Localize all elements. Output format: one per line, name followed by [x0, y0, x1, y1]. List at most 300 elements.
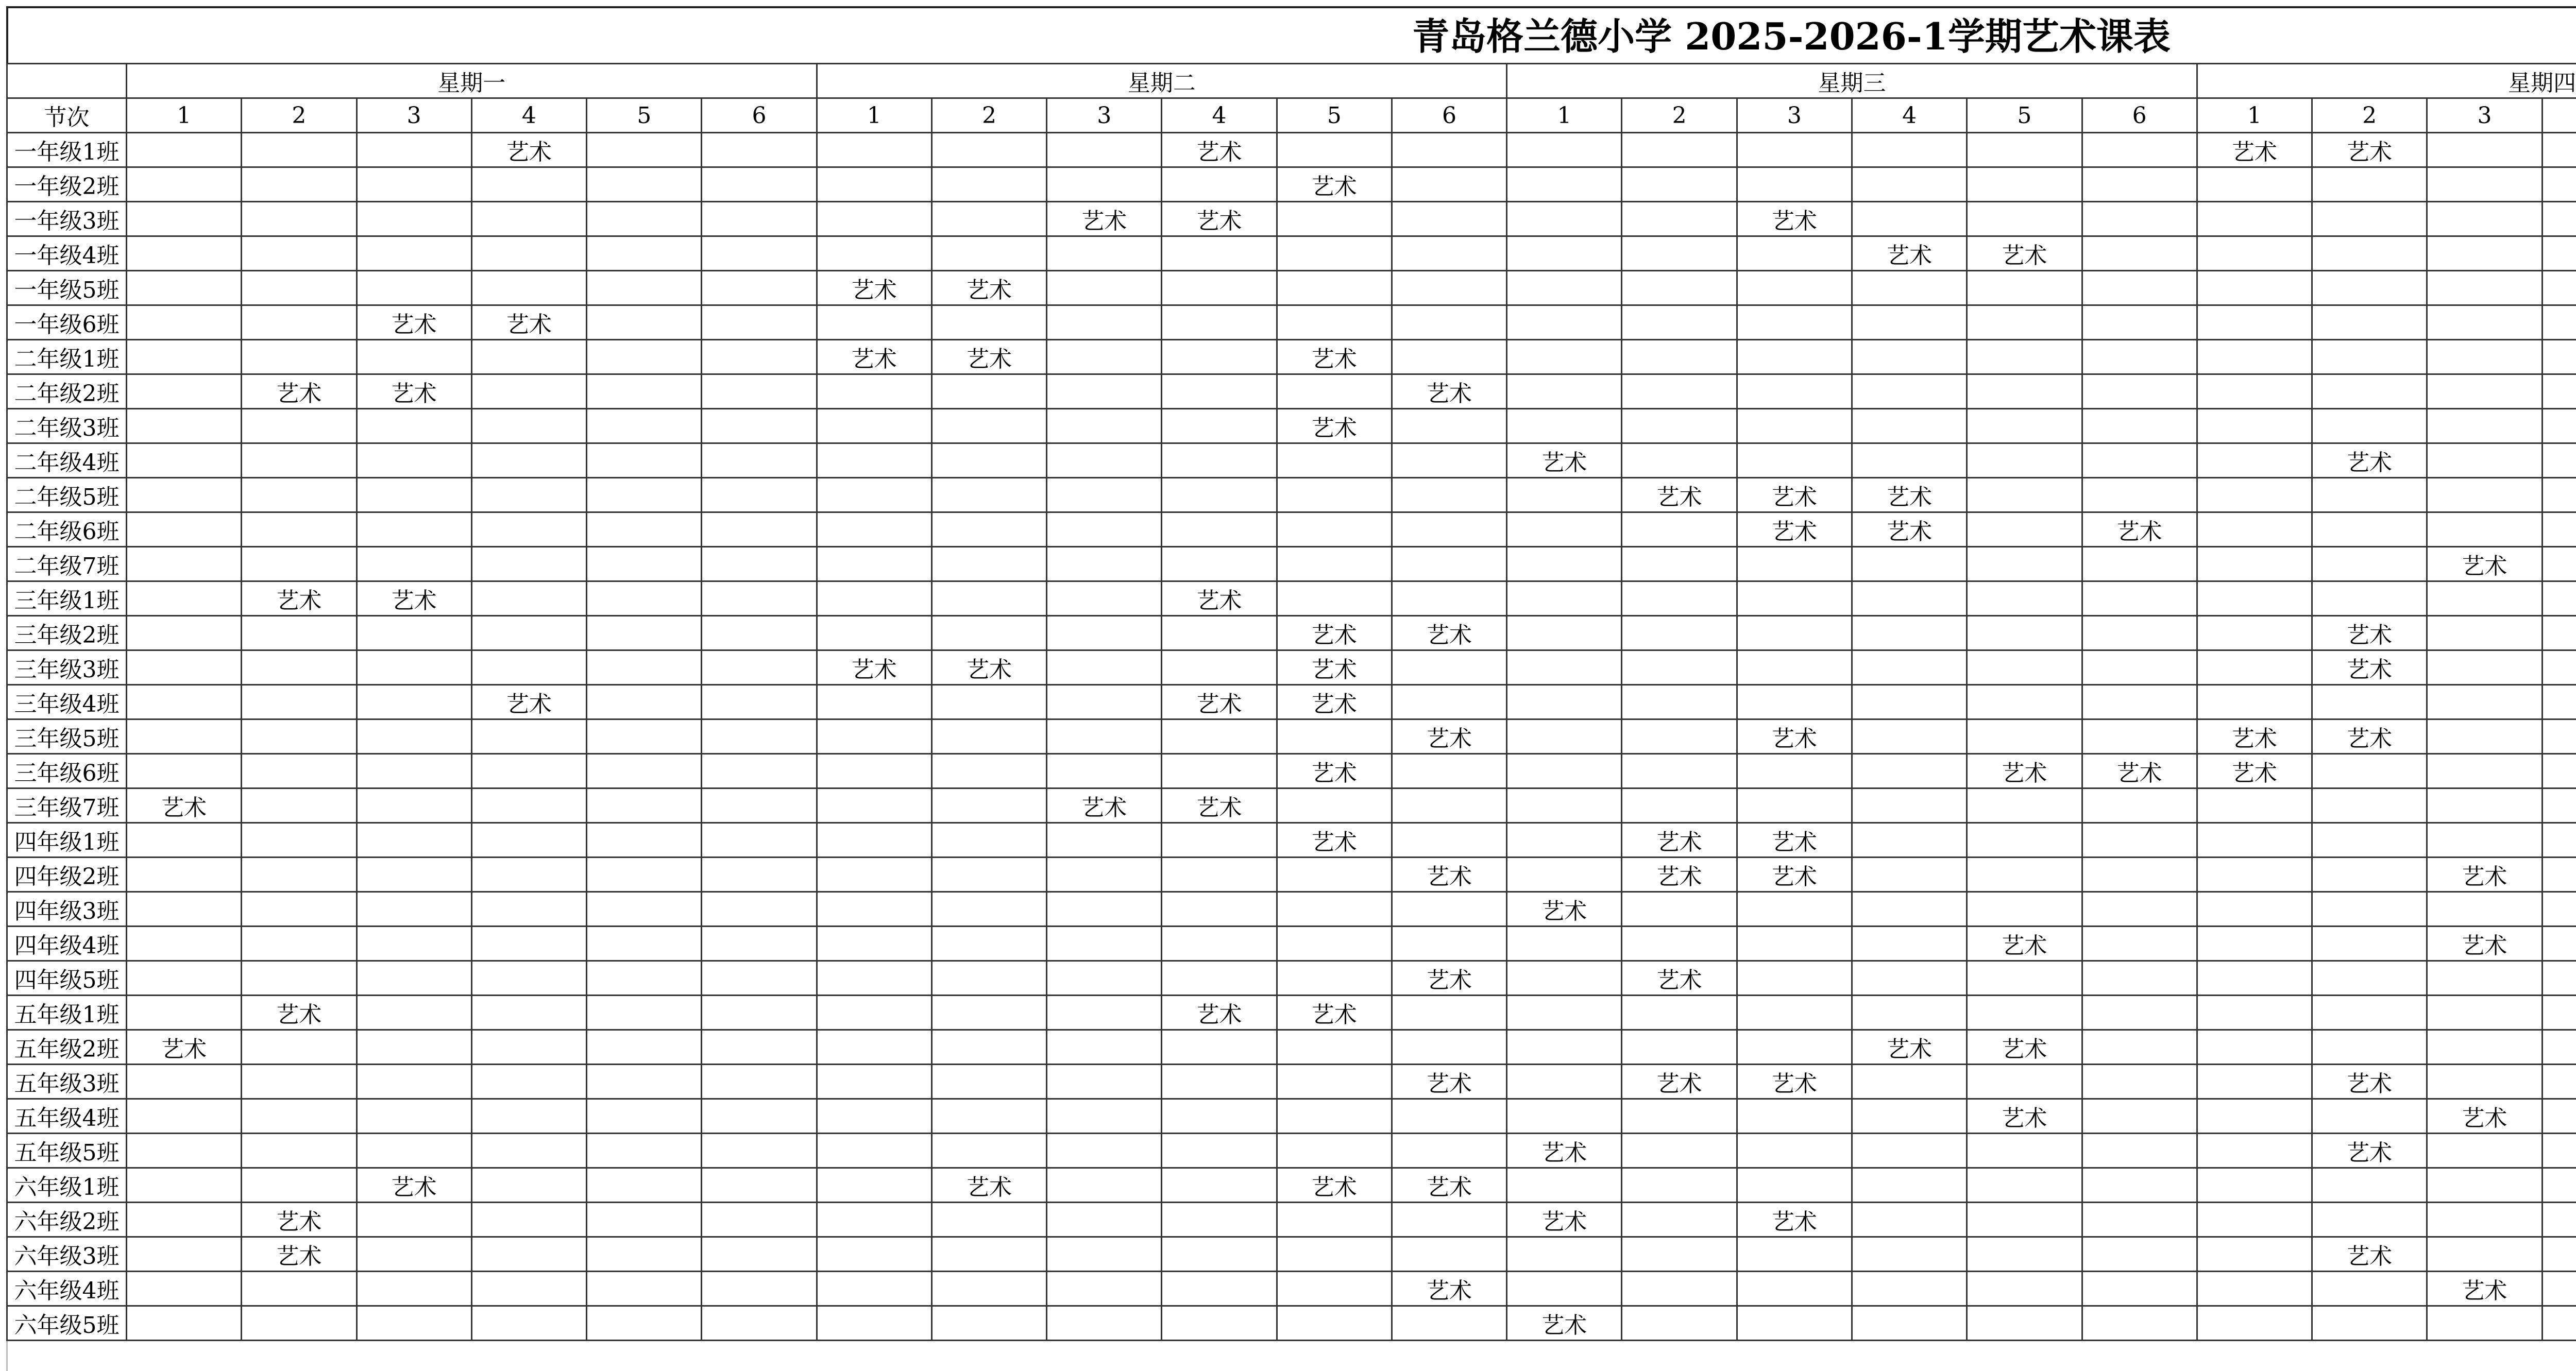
empty-slot-cell — [1047, 719, 1162, 754]
empty-slot-cell — [931, 927, 1046, 961]
empty-slot-cell — [2082, 616, 2197, 650]
art-lesson-cell: 艺术 — [1162, 202, 1277, 236]
class-name: 四年级3班 — [7, 892, 127, 927]
empty-slot-cell — [2542, 858, 2576, 892]
empty-slot-cell — [2312, 236, 2427, 271]
empty-slot-cell — [2082, 996, 2197, 1030]
empty-slot-cell — [931, 1306, 1046, 1341]
empty-slot-cell — [1047, 236, 1162, 271]
empty-slot-cell — [2197, 1203, 2312, 1237]
art-lesson-cell: 艺术 — [1392, 961, 1506, 996]
empty-slot-cell — [1967, 340, 2082, 374]
empty-slot-cell — [1852, 858, 1967, 892]
empty-slot-cell — [1967, 443, 2082, 478]
empty-slot-cell — [2312, 547, 2427, 581]
art-lesson-cell: 艺术 — [1967, 754, 2082, 789]
empty-slot-cell — [587, 616, 702, 650]
empty-slot-cell — [357, 340, 471, 374]
empty-slot-cell — [1507, 1030, 1622, 1065]
empty-slot-cell — [2082, 443, 2197, 478]
empty-slot-cell — [1277, 1134, 1392, 1168]
empty-slot-cell — [1622, 133, 1737, 167]
class-name: 四年级5班 — [7, 961, 127, 996]
class-name: 一年级4班 — [7, 236, 127, 271]
empty-slot-cell — [1852, 754, 1967, 789]
day-header-row — [7, 64, 2576, 98]
empty-slot-cell — [702, 443, 817, 478]
empty-slot-cell — [1277, 961, 1392, 996]
empty-slot-cell — [127, 996, 242, 1030]
table-row — [7, 1030, 2576, 1065]
empty-slot-cell — [1622, 374, 1737, 409]
empty-slot-cell — [1277, 512, 1392, 547]
empty-slot-cell — [1047, 754, 1162, 789]
empty-slot-cell — [931, 996, 1046, 1030]
empty-slot-cell — [1392, 685, 1506, 719]
empty-slot-cell — [1622, 1203, 1737, 1237]
empty-slot-cell — [702, 927, 817, 961]
empty-slot-cell — [2197, 340, 2312, 374]
class-name: 一年级1班 — [7, 133, 127, 167]
empty-slot-cell — [587, 719, 702, 754]
empty-slot-cell — [357, 858, 471, 892]
art-lesson-cell: 艺术 — [357, 1168, 471, 1203]
period-header: 1 — [127, 98, 242, 133]
empty-slot-cell — [2427, 616, 2542, 650]
empty-slot-cell — [1737, 1168, 1852, 1203]
empty-slot-cell — [1162, 305, 1277, 340]
empty-slot-cell — [471, 1168, 586, 1203]
empty-slot-cell — [357, 685, 471, 719]
empty-slot-cell — [1277, 892, 1392, 927]
empty-slot-cell — [702, 789, 817, 823]
empty-slot-cell — [1967, 512, 2082, 547]
art-lesson-cell: 艺术 — [242, 1203, 357, 1237]
empty-slot-cell — [1507, 927, 1622, 961]
art-lesson-cell: 艺术 — [1277, 340, 1392, 374]
empty-slot-cell — [2197, 547, 2312, 581]
class-name: 三年级3班 — [7, 650, 127, 685]
empty-slot-cell — [471, 1306, 586, 1341]
empty-slot-cell — [471, 1099, 586, 1134]
art-lesson-cell: 艺术 — [1737, 1065, 1852, 1099]
empty-slot-cell — [127, 305, 242, 340]
art-lesson-cell: 艺术 — [2312, 1237, 2427, 1272]
art-lesson-cell: 艺术 — [242, 581, 357, 616]
empty-slot-cell — [1967, 1168, 2082, 1203]
empty-slot-cell — [357, 961, 471, 996]
empty-slot-cell — [817, 961, 931, 996]
empty-slot-cell — [127, 512, 242, 547]
empty-slot-cell — [2312, 202, 2427, 236]
empty-slot-cell — [1852, 789, 1967, 823]
empty-slot-cell — [1507, 340, 1622, 374]
empty-slot-cell — [1737, 927, 1852, 961]
empty-slot-cell — [587, 996, 702, 1030]
empty-slot-cell — [127, 1168, 242, 1203]
empty-slot-cell — [127, 650, 242, 685]
art-lesson-cell: 艺术 — [1737, 823, 1852, 858]
table-row — [7, 236, 2576, 271]
empty-slot-cell — [242, 823, 357, 858]
class-name: 二年级4班 — [7, 443, 127, 478]
empty-slot-cell — [357, 996, 471, 1030]
table-row — [7, 340, 2576, 374]
empty-slot-cell — [1277, 719, 1392, 754]
empty-slot-cell — [2312, 409, 2427, 443]
empty-slot-cell — [2542, 167, 2576, 202]
empty-slot-cell — [1622, 927, 1737, 961]
class-name: 二年级1班 — [7, 340, 127, 374]
art-lesson-cell: 艺术 — [2312, 616, 2427, 650]
empty-slot-cell — [1392, 1099, 1506, 1134]
empty-slot-cell — [1852, 202, 1967, 236]
empty-slot-cell — [1162, 478, 1277, 512]
empty-slot-cell — [2427, 1237, 2542, 1272]
empty-slot-cell — [587, 581, 702, 616]
period-header: 6 — [1392, 98, 1506, 133]
empty-slot-cell — [1277, 374, 1392, 409]
table-row — [7, 789, 2576, 823]
class-name: 五年级3班 — [7, 1065, 127, 1099]
art-lesson-cell: 艺术 — [1047, 789, 1162, 823]
empty-slot-cell — [1622, 996, 1737, 1030]
table-row — [7, 1237, 2576, 1272]
empty-slot-cell — [2312, 581, 2427, 616]
empty-slot-cell — [1852, 616, 1967, 650]
class-name: 二年级5班 — [7, 478, 127, 512]
empty-slot-cell — [357, 236, 471, 271]
empty-slot-cell — [357, 443, 471, 478]
empty-slot-cell — [1162, 961, 1277, 996]
empty-slot-cell — [1622, 512, 1737, 547]
empty-slot-cell — [1277, 271, 1392, 305]
art-lesson-cell: 艺术 — [2082, 754, 2197, 789]
empty-slot-cell — [1392, 340, 1506, 374]
empty-slot-cell — [2082, 823, 2197, 858]
empty-slot-cell — [702, 1168, 817, 1203]
empty-slot-cell — [1852, 271, 1967, 305]
empty-slot-cell — [2082, 650, 2197, 685]
empty-slot-cell — [127, 340, 242, 374]
empty-slot-cell — [1737, 961, 1852, 996]
empty-slot-cell — [817, 1272, 931, 1306]
empty-slot-cell — [702, 1237, 817, 1272]
empty-slot-cell — [1277, 547, 1392, 581]
empty-slot-cell — [931, 616, 1046, 650]
empty-slot-cell — [1507, 1099, 1622, 1134]
empty-slot-cell — [471, 443, 586, 478]
empty-slot-cell — [2312, 1272, 2427, 1306]
empty-slot-cell — [1162, 236, 1277, 271]
class-name: 六年级3班 — [7, 1237, 127, 1272]
empty-slot-cell — [817, 616, 931, 650]
empty-slot-cell — [242, 754, 357, 789]
empty-slot-cell — [817, 927, 931, 961]
empty-slot-cell — [2197, 823, 2312, 858]
table-row — [7, 1306, 2576, 1341]
art-lesson-cell: 艺术 — [2427, 927, 2542, 961]
empty-slot-cell — [357, 202, 471, 236]
empty-slot-cell — [242, 236, 357, 271]
empty-slot-cell — [1737, 1134, 1852, 1168]
empty-slot-cell — [1622, 1168, 1737, 1203]
empty-slot-cell — [2312, 1306, 2427, 1341]
empty-slot-cell — [471, 616, 586, 650]
empty-slot-cell — [1622, 1272, 1737, 1306]
empty-slot-cell — [2082, 236, 2197, 271]
empty-slot-cell — [127, 478, 242, 512]
empty-slot-cell — [1622, 581, 1737, 616]
empty-slot-cell — [2427, 754, 2542, 789]
empty-slot-cell — [817, 202, 931, 236]
empty-slot-cell — [587, 685, 702, 719]
empty-slot-cell — [1162, 1065, 1277, 1099]
day-header: 星期二 — [817, 64, 1507, 98]
empty-slot-cell — [931, 1030, 1046, 1065]
art-lesson-cell: 艺术 — [1392, 719, 1506, 754]
empty-slot-cell — [2312, 996, 2427, 1030]
table-row — [7, 996, 2576, 1030]
art-lesson-cell: 艺术 — [931, 271, 1046, 305]
empty-slot-cell — [1392, 754, 1506, 789]
empty-slot-cell — [2312, 1203, 2427, 1237]
empty-slot-cell — [1507, 133, 1622, 167]
empty-slot-cell — [1622, 409, 1737, 443]
empty-slot-cell — [127, 236, 242, 271]
empty-slot-cell — [242, 167, 357, 202]
art-lesson-cell: 艺术 — [2312, 650, 2427, 685]
empty-slot-cell — [471, 409, 586, 443]
empty-slot-cell — [1852, 1168, 1967, 1203]
art-lesson-cell: 艺术 — [1392, 1168, 1506, 1203]
empty-slot-cell — [471, 892, 586, 927]
art-lesson-cell: 艺术 — [1392, 1065, 1506, 1099]
empty-slot-cell — [357, 1065, 471, 1099]
empty-slot-cell — [2427, 443, 2542, 478]
empty-slot-cell — [2082, 1306, 2197, 1341]
period-header: 2 — [1622, 98, 1737, 133]
empty-slot-cell — [1162, 409, 1277, 443]
empty-slot-cell — [2082, 1134, 2197, 1168]
empty-slot-cell — [2082, 789, 2197, 823]
art-lesson-cell: 艺术 — [2427, 858, 2542, 892]
empty-slot-cell — [1162, 1272, 1277, 1306]
empty-slot-cell — [1277, 1099, 1392, 1134]
empty-slot-cell — [127, 409, 242, 443]
empty-slot-cell — [242, 202, 357, 236]
empty-slot-cell — [1967, 685, 2082, 719]
empty-slot-cell — [2082, 1203, 2197, 1237]
table-row — [7, 1134, 2576, 1168]
day-header: 星期三 — [1507, 64, 2197, 98]
empty-slot-cell — [1047, 1134, 1162, 1168]
empty-slot-cell — [587, 961, 702, 996]
empty-slot-cell — [2427, 823, 2542, 858]
empty-slot-cell — [471, 478, 586, 512]
empty-slot-cell — [1047, 1272, 1162, 1306]
class-name: 二年级2班 — [7, 374, 127, 409]
art-lesson-cell: 艺术 — [1852, 236, 1967, 271]
empty-slot-cell — [1967, 1237, 2082, 1272]
empty-slot-cell — [1047, 409, 1162, 443]
empty-slot-cell — [1737, 409, 1852, 443]
empty-slot-cell — [127, 927, 242, 961]
empty-slot-cell — [1737, 236, 1852, 271]
empty-slot-cell — [242, 650, 357, 685]
period-header: 5 — [1967, 98, 2082, 133]
empty-slot-cell — [2542, 236, 2576, 271]
empty-slot-cell — [587, 512, 702, 547]
empty-slot-cell — [1737, 547, 1852, 581]
empty-slot-cell — [587, 374, 702, 409]
empty-slot-cell — [2197, 409, 2312, 443]
empty-slot-cell — [2312, 823, 2427, 858]
empty-slot-cell — [2197, 512, 2312, 547]
art-lesson-cell: 艺术 — [817, 340, 931, 374]
empty-slot-cell — [1622, 1237, 1737, 1272]
empty-slot-cell — [2082, 167, 2197, 202]
empty-slot-cell — [2427, 409, 2542, 443]
empty-slot-cell — [1507, 478, 1622, 512]
period-header: 4 — [471, 98, 586, 133]
empty-slot-cell — [702, 547, 817, 581]
empty-slot-cell — [1967, 1134, 2082, 1168]
empty-slot-cell — [2427, 512, 2542, 547]
empty-slot-cell — [1392, 547, 1506, 581]
empty-slot-cell — [931, 685, 1046, 719]
empty-slot-cell — [1277, 236, 1392, 271]
empty-slot-cell — [2542, 409, 2576, 443]
empty-slot-cell — [1047, 823, 1162, 858]
empty-slot-cell — [1162, 650, 1277, 685]
empty-slot-cell — [1162, 1203, 1277, 1237]
empty-slot-cell — [471, 823, 586, 858]
empty-slot-cell — [357, 823, 471, 858]
empty-slot-cell — [2427, 478, 2542, 512]
empty-slot-cell — [1277, 581, 1392, 616]
empty-slot-cell — [242, 478, 357, 512]
empty-slot-cell — [1852, 409, 1967, 443]
empty-slot-cell — [1047, 892, 1162, 927]
empty-slot-cell — [2312, 340, 2427, 374]
empty-slot-cell — [2427, 202, 2542, 236]
empty-slot-cell — [587, 133, 702, 167]
empty-slot-cell — [702, 133, 817, 167]
class-name: 四年级4班 — [7, 927, 127, 961]
empty-slot-cell — [931, 581, 1046, 616]
table-row — [7, 271, 2576, 305]
empty-slot-cell — [357, 754, 471, 789]
empty-slot-cell — [1392, 1030, 1506, 1065]
empty-slot-cell — [1392, 443, 1506, 478]
empty-slot-cell — [587, 167, 702, 202]
empty-slot-cell — [2197, 892, 2312, 927]
empty-slot-cell — [1852, 1237, 1967, 1272]
art-lesson-cell: 艺术 — [1277, 167, 1392, 202]
empty-slot-cell — [127, 581, 242, 616]
empty-slot-cell — [1392, 581, 1506, 616]
empty-slot-cell — [1967, 133, 2082, 167]
empty-slot-cell — [2082, 719, 2197, 754]
empty-slot-cell — [817, 1065, 931, 1099]
empty-slot-cell — [1162, 616, 1277, 650]
empty-slot-cell — [2082, 374, 2197, 409]
empty-slot-cell — [1967, 1065, 2082, 1099]
empty-slot-cell — [817, 581, 931, 616]
empty-slot-cell — [357, 271, 471, 305]
empty-slot-cell — [357, 927, 471, 961]
empty-slot-cell — [1737, 1099, 1852, 1134]
empty-slot-cell — [2082, 1065, 2197, 1099]
class-name: 五年级1班 — [7, 996, 127, 1030]
empty-slot-cell — [2542, 581, 2576, 616]
empty-slot-cell — [2427, 271, 2542, 305]
art-lesson-cell — [2542, 927, 2576, 961]
empty-slot-cell — [471, 858, 586, 892]
empty-slot-cell — [2312, 685, 2427, 719]
empty-slot-cell — [357, 1306, 471, 1341]
empty-slot-cell — [2427, 167, 2542, 202]
empty-slot-cell — [1967, 271, 2082, 305]
class-name: 四年级1班 — [7, 823, 127, 858]
empty-slot-cell — [817, 1134, 931, 1168]
empty-slot-cell — [1277, 789, 1392, 823]
empty-slot-cell — [931, 858, 1046, 892]
empty-slot-cell — [2082, 581, 2197, 616]
empty-slot-cell — [471, 1134, 586, 1168]
empty-slot-cell — [1967, 789, 2082, 823]
empty-slot-cell — [2082, 961, 2197, 996]
empty-slot-cell — [1622, 685, 1737, 719]
empty-slot-cell — [1047, 271, 1162, 305]
art-lesson-cell — [2542, 1237, 2576, 1272]
art-lesson-cell: 艺术 — [1507, 443, 1622, 478]
art-lesson-cell: 艺术 — [1622, 1065, 1737, 1099]
empty-slot-cell — [1737, 340, 1852, 374]
empty-slot-cell — [471, 340, 586, 374]
empty-slot-cell — [931, 1203, 1046, 1237]
empty-slot-cell — [2542, 478, 2576, 512]
table-row — [7, 650, 2576, 685]
period-header: 6 — [702, 98, 817, 133]
empty-slot-cell — [702, 1272, 817, 1306]
empty-slot-cell — [2427, 581, 2542, 616]
empty-slot-cell — [2312, 512, 2427, 547]
empty-slot-cell — [1047, 685, 1162, 719]
empty-slot-cell — [587, 443, 702, 478]
empty-slot-cell — [471, 271, 586, 305]
empty-slot-cell — [931, 892, 1046, 927]
art-lesson-cell: 艺术 — [1852, 512, 1967, 547]
empty-slot-cell — [1047, 616, 1162, 650]
empty-slot-cell — [357, 409, 471, 443]
empty-slot-cell — [931, 1065, 1046, 1099]
empty-slot-cell — [127, 1306, 242, 1341]
art-lesson-cell: 艺术 — [2312, 719, 2427, 754]
empty-slot-cell — [1737, 1306, 1852, 1341]
empty-slot-cell — [587, 789, 702, 823]
empty-slot-cell — [1277, 133, 1392, 167]
empty-slot-cell — [1162, 340, 1277, 374]
empty-slot-cell — [1047, 650, 1162, 685]
empty-slot-cell — [1852, 823, 1967, 858]
class-name: 二年级6班 — [7, 512, 127, 547]
period-header: 4 — [1852, 98, 1967, 133]
class-name: 六年级5班 — [7, 1306, 127, 1341]
empty-slot-cell — [1737, 443, 1852, 478]
empty-slot-cell — [1737, 892, 1852, 927]
